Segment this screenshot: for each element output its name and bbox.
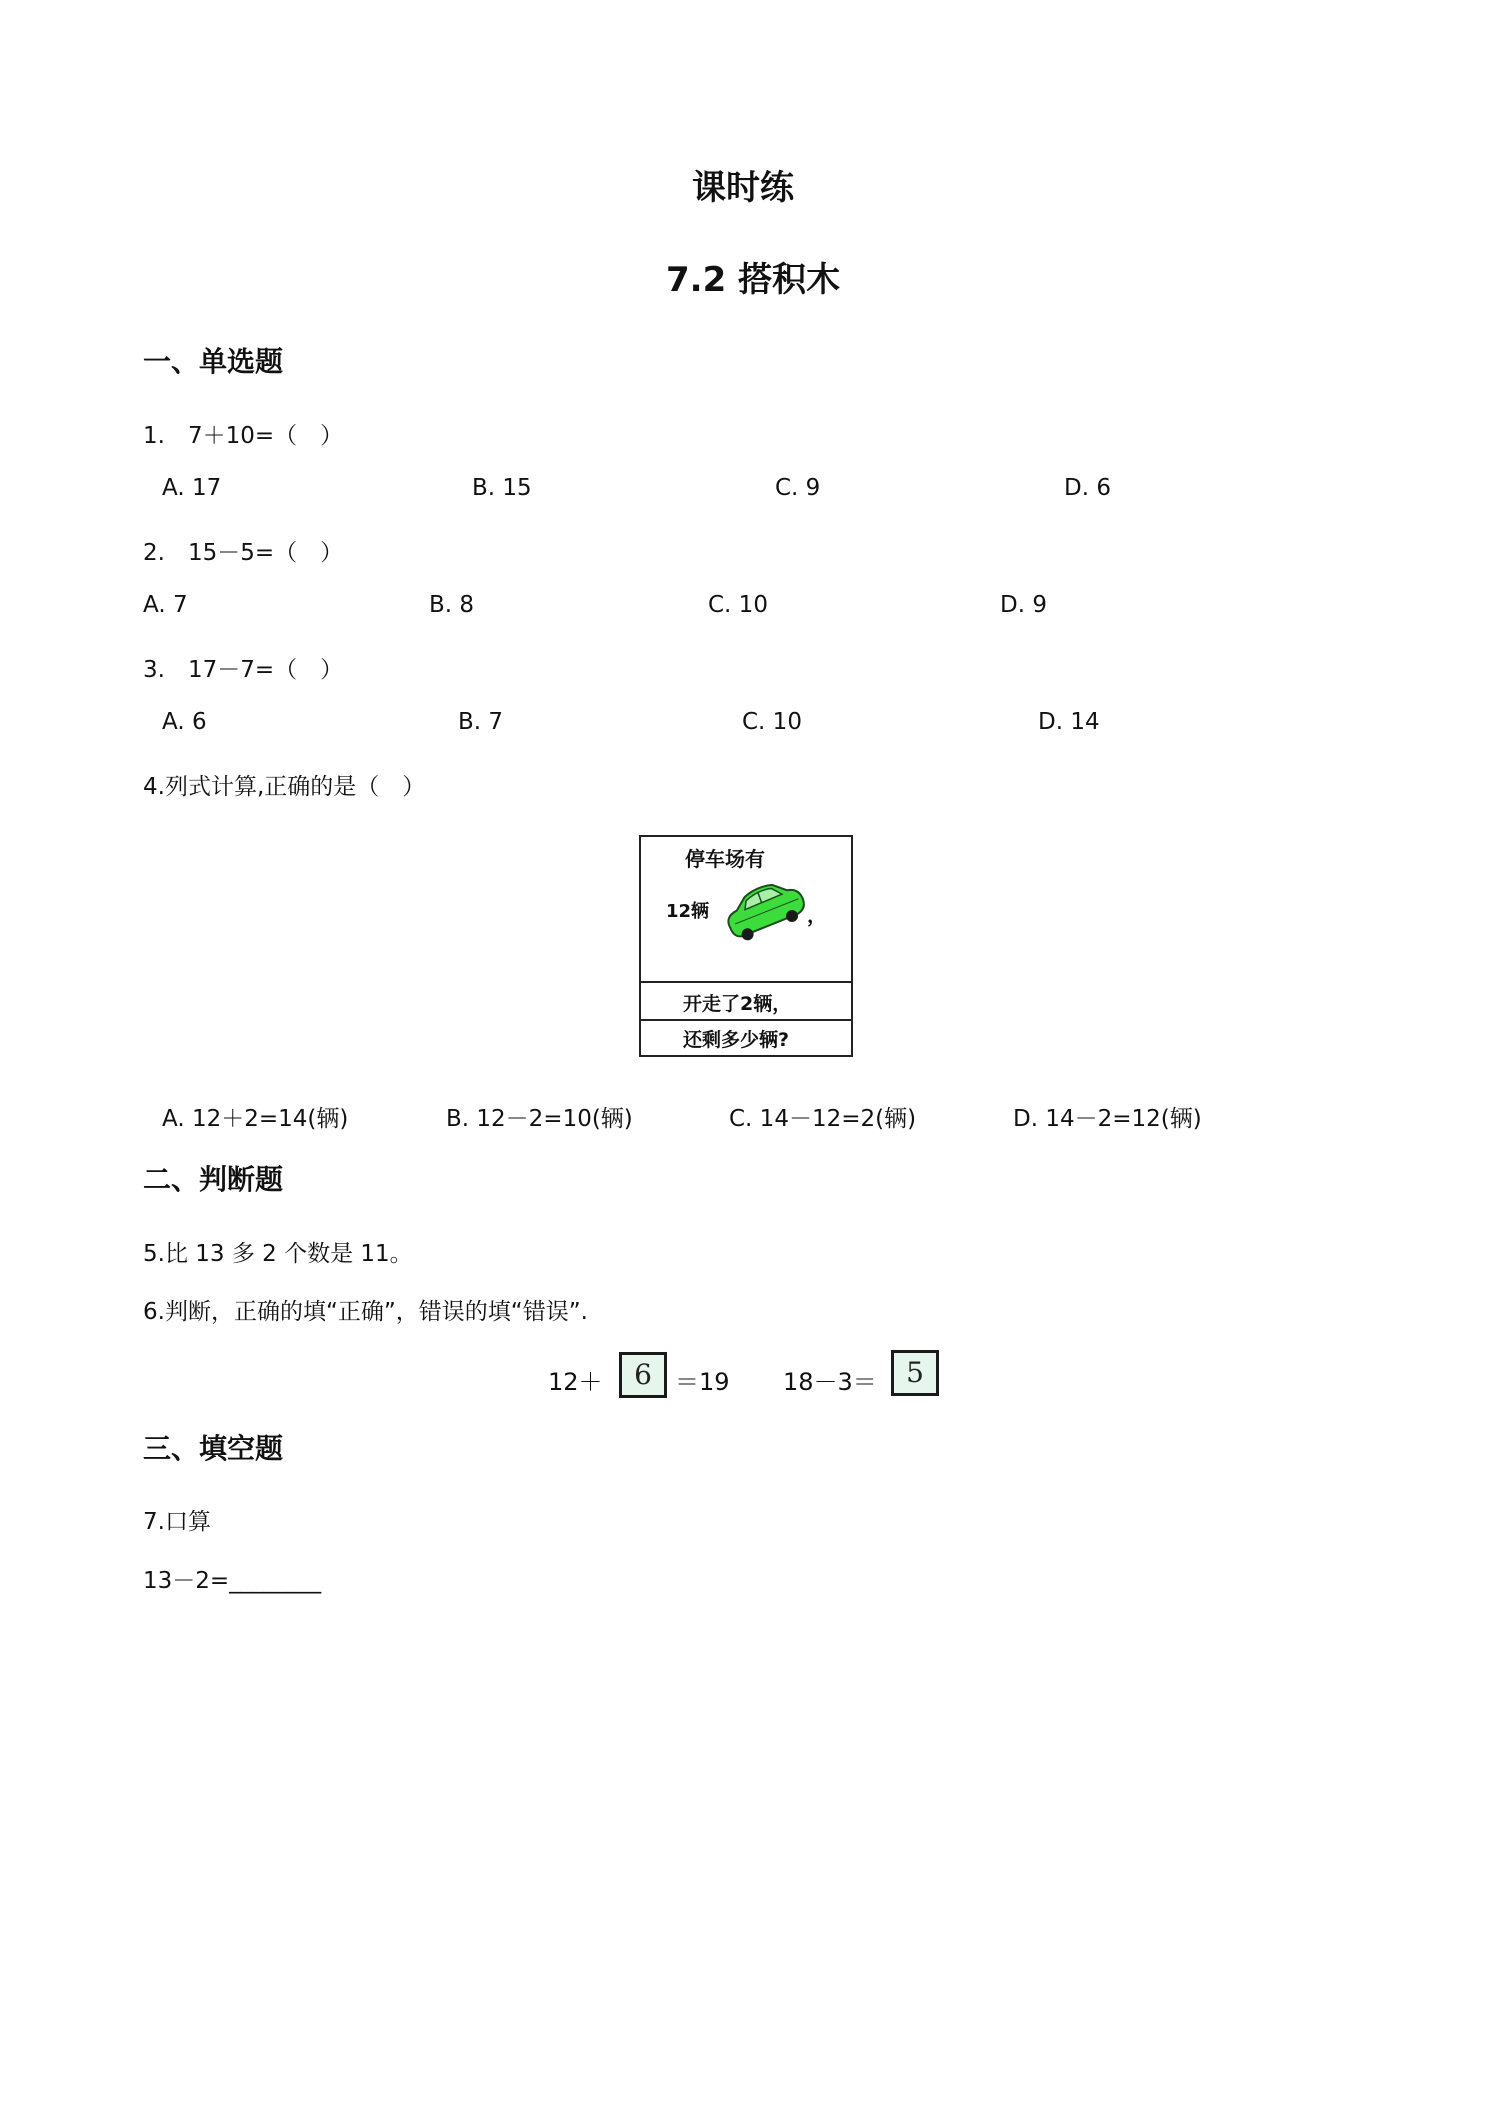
question-3-option-c[interactable]: C. 10 — [742, 709, 802, 735]
section-heading-single-choice: 一、单选题 — [143, 345, 284, 378]
question-3-option-a[interactable]: A. 6 — [162, 709, 207, 735]
question-3-option-d[interactable]: D. 14 — [1038, 709, 1100, 735]
question-5-stem: 5.比 13 多 2 个数是 11。 — [143, 1241, 413, 1267]
question-7-stem: 7.口算 — [143, 1509, 211, 1535]
figure-line-3: 还剩多少辆? — [683, 1029, 790, 1051]
question-3-option-b[interactable]: B. 7 — [458, 709, 504, 735]
section-heading-fill-blank: 三、填空题 — [143, 1432, 284, 1465]
section-heading-true-false: 二、判断题 — [143, 1163, 284, 1196]
question-2-option-b[interactable]: B. 8 — [429, 592, 475, 618]
figure-bottom-cell — [641, 1021, 851, 1055]
equation-2-answer-box: 5 — [891, 1350, 939, 1396]
figure-middle-cell — [641, 983, 851, 1021]
equation-1-answer-box: 6 — [619, 1352, 667, 1398]
car-icon — [717, 875, 813, 949]
question-6-stem: 6.判断，正确的填“正确”，错误的填“错误”. — [143, 1299, 588, 1325]
question-1-option-a[interactable]: A. 17 — [162, 475, 222, 501]
question-3-stem: 3. 17－7=（ ） — [143, 657, 344, 683]
page-title: 课时练 — [692, 168, 794, 208]
question-1-stem: 1. 7＋10=（ ） — [143, 423, 344, 449]
question-4-option-a[interactable]: A. 12＋2=14(辆) — [162, 1106, 349, 1132]
question-2-option-d[interactable]: D. 9 — [1000, 592, 1047, 618]
question-1-option-d[interactable]: D. 6 — [1064, 475, 1111, 501]
question-4-option-b[interactable]: B. 12－2=10(辆) — [446, 1106, 633, 1132]
question-2-option-c[interactable]: C. 10 — [708, 592, 768, 618]
question-2-stem: 2. 15－5=（ ） — [143, 540, 344, 566]
question-4-option-c[interactable]: C. 14－12=2(辆) — [729, 1106, 917, 1132]
figure-comma: ， — [807, 903, 827, 927]
figure-line-1: 停车场有 — [685, 847, 765, 871]
question-1-option-b[interactable]: B. 15 — [472, 475, 532, 501]
equation-1-left: 12＋ — [548, 1368, 603, 1396]
figure-line-2: 开走了2辆， — [683, 993, 792, 1015]
equation-1-right: ＝19 — [675, 1368, 730, 1396]
question-2-option-a[interactable]: A. 7 — [143, 592, 188, 618]
figure-top-cell — [641, 837, 851, 983]
parking-lot-figure — [639, 835, 853, 1057]
page-subtitle: 7.2 搭积木 — [666, 260, 841, 300]
equation-2-left: 18－3＝ — [783, 1368, 877, 1396]
question-4-option-d[interactable]: D. 14－2=12(辆) — [1013, 1106, 1202, 1132]
question-1-option-c[interactable]: C. 9 — [775, 475, 821, 501]
question-4-stem: 4.列式计算,正确的是（ ） — [143, 774, 426, 800]
figure-car-count: 12辆 — [666, 901, 710, 922]
question-7-blank-line[interactable]: 13－2=________ — [143, 1568, 322, 1594]
